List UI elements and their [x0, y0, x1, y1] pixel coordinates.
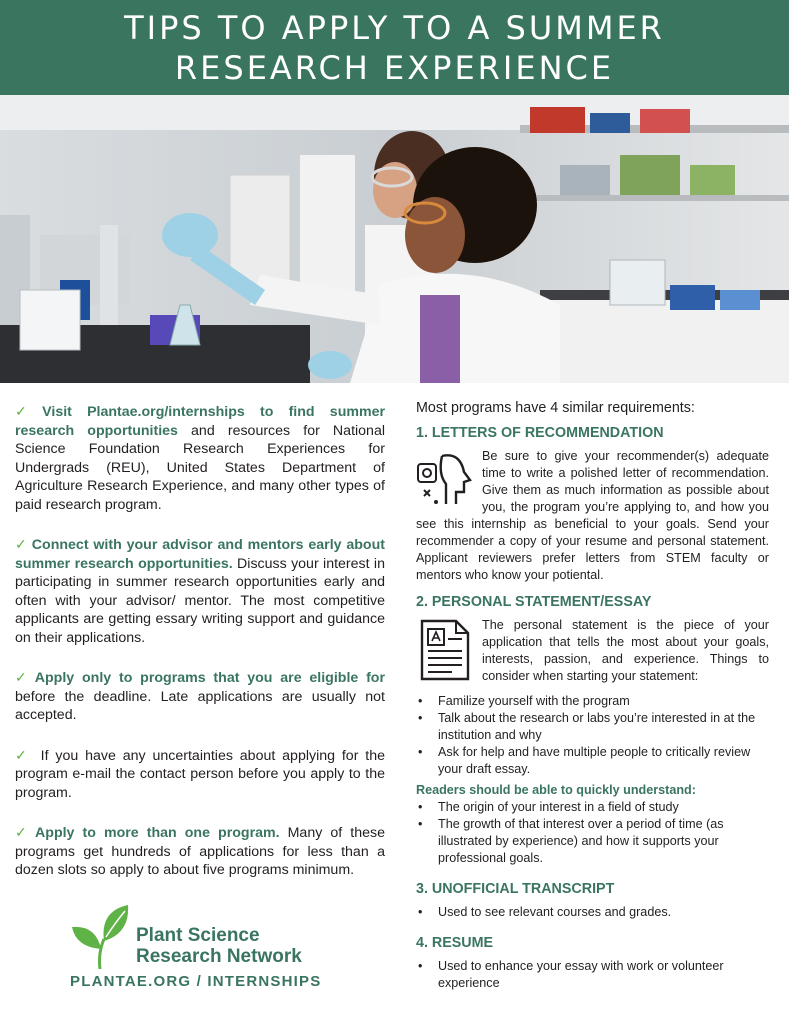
- tip-highlight: Visit Plantae.org/internships to find summer research opportunities: [15, 404, 386, 439]
- section-heading-essay: 2. PERSONAL STATEMENT/ESSAY: [416, 594, 652, 610]
- tip-connect-advisor: [15, 536, 385, 647]
- list-item: • Ask for help and have multiple people to critically review your draft essay.: [416, 744, 769, 778]
- check-icon: ✓: [15, 747, 30, 764]
- check-icon: ✓: [15, 670, 31, 686]
- lab-photo-illustration: [0, 95, 789, 383]
- logo-line-2: Research Network: [136, 946, 302, 967]
- tip-text: and resources for National Science Foundation Research Experiences for Undergrads (REU), United States Department of Agriculture Research Experience, and many other types of paid research program.: [15, 422, 385, 513]
- essay-tips-list: [416, 693, 769, 778]
- header-banner: [0, 0, 789, 95]
- section-heading-resume: 4. RESUME: [416, 935, 494, 951]
- tip-highlight: Apply to more than one program.: [35, 825, 280, 841]
- logo-url: PLANTAE.ORG / INTERNSHIPS: [70, 973, 322, 990]
- tip-text: If you have any uncertainties about applying for the program e-mail the contact person before you apply to the program.: [15, 747, 386, 801]
- tip-visit-plantae: [15, 403, 385, 514]
- resume-list: [416, 958, 769, 992]
- tip-text: Discuss your interest in participating in summer research opportunities early and often with your advisor/ mentor. The most competitive applicants are getting essary writing support and guidance on their applications.: [15, 555, 385, 646]
- list-item: • Familize yourself with the program: [416, 693, 769, 710]
- tip-uncertainties: [15, 747, 385, 803]
- requirements-intro: Most programs have 4 similar requirements:: [416, 400, 695, 416]
- list-item: • Talk about the research or labs you’re interested in at the institution and why: [416, 710, 769, 744]
- logo-wordmark: [136, 925, 302, 967]
- psrn-logo: [70, 903, 370, 1003]
- tip-eligible-programs: [15, 669, 385, 725]
- recommendation-icon: [416, 450, 474, 510]
- list-item: • The growth of that interest over a period of time (as illustrated by experience) and how it supports your professional goals.: [416, 816, 769, 867]
- title-line-2: RESEARCH EXPERIENCE: [174, 49, 615, 87]
- tip-text: before the deadline. Late applications are usually not accepted.: [15, 688, 385, 723]
- list-item: • Used to see relevant courses and grades.: [416, 904, 769, 921]
- tip-apply-multiple: [15, 824, 385, 880]
- document-icon: [416, 619, 474, 679]
- tip-text: Many of these programs get hundreds of applications for less than a dozen slots so apply to about five programs minimum.: [15, 825, 385, 878]
- essay-text: The personal statement is the piece of your application that tells the most about your goals, interests, passion, and experience. Things to consider when starting your statement:: [482, 618, 769, 683]
- readers-subheading: Readers should be able to quickly understand:: [416, 783, 696, 797]
- tip-highlight: Connect with your advisor and mentors early about summer research opportunities.: [15, 537, 385, 572]
- section-heading-letters: 1. LETTERS OF RECOMMENDATION: [416, 425, 664, 441]
- page-title: [0, 8, 789, 88]
- check-icon: ✓: [15, 404, 39, 420]
- tip-highlight: Apply only to programs that you are eligible for: [34, 670, 385, 686]
- section-heading-transcript: 3. UNOFFICIAL TRANSCRIPT: [416, 881, 615, 897]
- logo-line-1: Plant Science: [136, 925, 260, 946]
- check-icon: ✓: [15, 537, 28, 553]
- requirements-column: [416, 400, 769, 992]
- title-line-1: TIPS TO APPLY TO A SUMMER: [124, 9, 665, 47]
- leaf-logo-icon: [70, 903, 134, 971]
- check-icon: ✓: [15, 825, 32, 841]
- list-item: • The origin of your interest in a field of study: [416, 799, 769, 816]
- tips-column: [15, 403, 385, 902]
- list-item: • Used to enhance your essay with work or volunteer experience: [416, 958, 769, 992]
- transcript-list: [416, 904, 769, 921]
- readers-list: [416, 799, 769, 867]
- lab-photo: [0, 95, 789, 383]
- letters-text: Be sure to give your recommender(s) adequate time to write a polished letter of recommendation. Give them as much information as possible about you, the program you’re applying to, and how you see this internship as beneficial to your goals. Send your recommender a copy of your resume and personal statement. Applicant reviewers prefer letters from STEM faculty or mentors who know your potiental.: [416, 449, 769, 582]
